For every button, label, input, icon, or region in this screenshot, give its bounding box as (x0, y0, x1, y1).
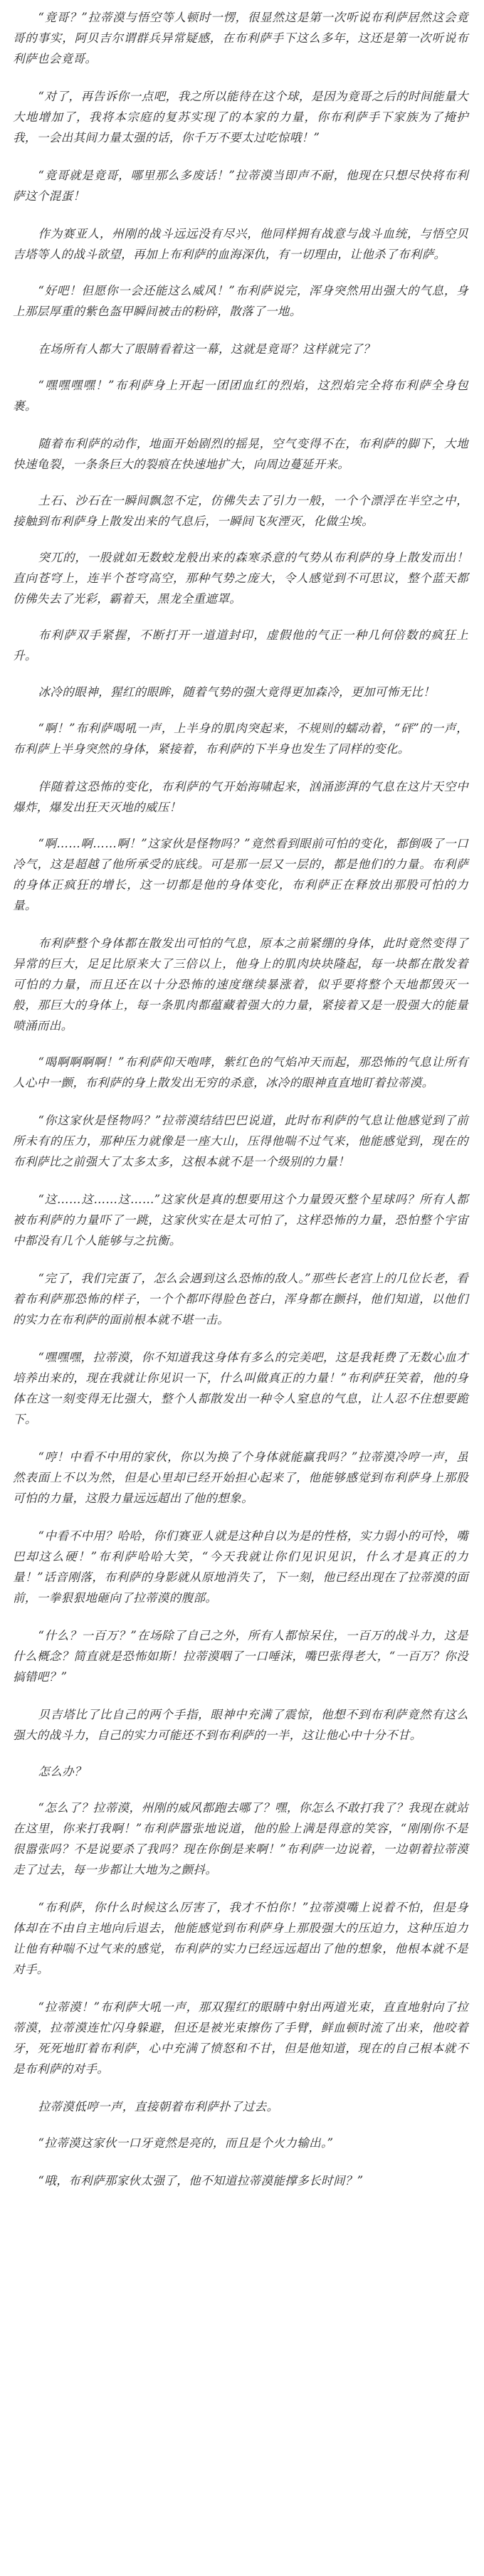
paragraph: “竟哥就是竟哥，哪里那么多废话！”拉蒂漠当即声不耐，他现在只想尽快将布利萨这个混蛋！ (13, 169, 468, 203)
paragraph: “啊！”布利萨喝吼一声，上半身的肌肉突起来，不规则的蠕动着，“砰”的一声，布利萨上半身突然的身体，紧接着，布利萨的下半身也发生了同样的变化。 (13, 722, 468, 756)
paragraph: “布利萨，你什么时候这么厉害了，我才不怕你！”拉蒂漠嘴上说着不怕，但是身体却在不由自主地向后退去，他能感觉到布利萨身上那股强大的压迫力，这种压迫力让他有种喘不过气来的感觉，布利萨的实力已经远远超出了他的想象，他根本就不是对手。 (13, 1901, 468, 1976)
paragraph: 布利萨整个身体都在散发出可怕的气息，原本之前紧绷的身体，此时竟然变得了异常的巨大，足足比原来大了三倍以上，他身上的肌肉块块隆起，每一块都在散发着可怕的力量，而且还在以十分恐怖的速度继续暴涨着，似乎要将整个天地都毁灭一般，那巨大的身体上，每一条肌肉都蕴藏着强大的力量，紧接着又是一股强大的能量喷涌而出。 (13, 936, 468, 1033)
paragraph: “中看不中用？哈哈，你们赛亚人就是这种自以为是的性格，实力弱小的可怜，嘴巴却这么硬！”布利萨哈哈大笑，“今天我就让你们见识见识，什么才是真正的力量！”话音刚落，布利萨的身影就从原地消失了，下一刻，他已经出现在了拉蒂漠的面前，一拳狠狠地砸向了拉蒂漠的腹部。 (13, 1529, 468, 1605)
paragraph: “这……这……这……”这家伙是真的想要用这个力量毁灭整个星球吗？所有人都被布利萨的力量吓了一跳，这家伙实在是太可怕了，这样恐怖的力量，恐怕整个宇宙中都没有几个人能够与之抗衡。 (13, 1193, 468, 1247)
paragraph: “嘿嘿嘿，拉蒂漠，你不知道我这身体有多么的完美吧，这是我耗费了无数心血才培养出来的，现在我就让你见识一下，什么叫做真正的力量！”布利萨狂笑着，他的身体在这一刻变得无比强大，整个人都散发出一种令人窒息的气息，让人忍不住想要跪下。 (13, 1351, 468, 1426)
paragraph: 在场所有人都大了眼睛看着这一幕，这就是竟哥？这样就完了？ (38, 342, 375, 356)
paragraph: “完了，我们完蛋了，怎么会遇到这么恐怖的敌人。”那些长老宫上的几位长老，看着布利萨那恐怖的样子，一个个都吓得脸色苍白，浑身都在颤抖，他们知道，以他们的实力在布利萨的面前根本就不堪一击。 (13, 1272, 468, 1326)
paragraph: 冰冷的眼神，猩红的眼眸，随着气势的强大竟得更加森冷，更加可怖无比！ (38, 685, 436, 699)
paragraph: “喝啊啊啊啊！”布利萨仰天咆哮，紫红色的气焰冲天而起，那恐怖的气息让所有人心中一颤，布利萨的身上散发出无穷的杀意，冰冷的眼神直直地盯着拉蒂漠。 (13, 1055, 468, 1089)
paragraph: “好吧！但愿你一会还能这么威风！”布利萨说完，浑身突然用出强大的气息，身上那层厚重的紫色盔甲瞬间被击的粉碎，散落了一地。 (13, 284, 468, 318)
paragraph: “拉蒂漠！”布利萨大吼一声，那双猩红的眼睛中射出两道光束，直直地射向了拉蒂漠，拉蒂漠连忙闪身躲避，但还是被光束擦伤了手臂，鲜血顿时流了出来，他咬着牙，死死地盯着布利萨，心中充满了愤怒和不甘，但是他知道，现在的自己根本就不是布利萨的对手。 (13, 2000, 468, 2076)
paragraph: “你这家伙是怪物吗？”拉蒂漠结结巴巴说道，此时布利萨的气息让他感觉到了前所未有的压力，那种压力就像是一座大山，压得他喘不过气来，他能感觉到，现在的布利萨比之前强大了太多太多，这根本就不是一个级别的力量！ (13, 1114, 468, 1168)
paragraph: 土石、沙石在一瞬间飘忽不定，仿佛失去了引力一般，一个个漂浮在半空之中，接触到布利萨身上散发出来的气息后，一瞬间飞灰湮灭，化做尘埃。 (13, 494, 468, 528)
paragraph: 拉蒂漠低哼一声，直接朝着布利萨扑了过去。 (38, 2100, 279, 2113)
paragraph: “哦，布利萨那家伙太强了，他不知道拉蒂漠能撑多长时间？” (38, 2174, 364, 2187)
paragraph: “怎么了？拉蒂漠，州刚的威风都跑去哪了？嘿，你怎么不敢打我了？我现在就站在这里，你来打我啊！”布利萨嚣张地说道，他的脸上满是得意的笑容，“刚刚你不是很嚣张吗？不是说要杀了我吗？现在你倒是来啊！”布利萨一边说着，一边朝着拉蒂漠走了过去，每一步都让大地为之颤抖。 (13, 1801, 468, 1876)
paragraph: “拉蒂漠这家伙一口牙竟然是亮的，而且是个火力输出。” (38, 2136, 334, 2150)
paragraph: “竟哥？”拉蒂漠与悟空等人顿时一愣，很显然这是第一次听说布利萨居然这会竟哥的事实，阿贝吉尔谓群兵异常疑感，在布利萨手下这么多年，这还是第一次听说布利萨也会竟哥。 (13, 11, 468, 65)
paragraph: “啊……啊……啊！”这家伙是怪物吗？”竟然看到眼前可怕的变化，都倒吸了一口冷气，这是超越了他所承受的底线。可是那一层又一层的，都是他们的力量。布利萨的身体正疯狂的增长，这一切都是他的身体变化，布利萨正在释放出那股可怕的力量。 (13, 837, 468, 912)
paragraph: 随着布利萨的动作，地面开始剧烈的摇晃，空气变得不在，布利萨的脚下，大地快速龟裂，一条条巨大的裂痕在快速地扩大，向周边蔓延开来。 (13, 437, 468, 471)
paragraph: “嘿嘿嘿嘿！”布利萨身上开起一团团血红的烈焰，这烈焰完全将布利萨全身包裹。 (13, 379, 468, 413)
paragraph: 伴随着这恐怖的变化，布利萨的气开始海啸起来，汹涌澎湃的气息在这片天空中爆炸，爆发出狂天灭地的威压！ (13, 780, 468, 814)
paragraph: “哼！中看不中用的家伙，你以为换了个身体就能赢我吗？”拉蒂漠冷哼一声，虽然表面上不以为然，但是心里却已经开始担心起来了，他能够感觉到布利萨身上那股可怕的力量，这股力量远远超出了他的想象。 (13, 1450, 468, 1505)
paragraph: 作为赛亚人，州刚的战斗远远没有尽兴，他同样拥有战意与战斗血统，与悟空贝吉塔等人的战斗欲望，再加上布利萨的血海深仇，有一切理由，让他杀了布利萨。 (13, 227, 468, 261)
paragraph: “什么？一百万？”在场除了自己之外，所有人都惊呆住，一百万的战斗力，这是什么概念？简直就是恐怖如斯！拉蒂漠咽了一口唾沫，嘴巴张得老大，“一百万？你没搞错吧？” (13, 1629, 468, 1684)
paragraph: 贝吉塔比了比自己的两个手指，眼神中充满了震惊，他想不到布利萨竟然有这么强大的战斗力，自己的实力可能还不到布利萨的一半，这让他心中十分不甘。 (13, 1708, 468, 1742)
paragraph: “对了，再告诉你一点吧，我之所以能待在这个球，是因为竟哥之后的时间能量大大地增加了，我将本宗庭的复苏实现了的本家的力量，你布利萨手下家族为了掩护我，一会出其间力量太强的话，你千万不要太过吃惊哦！” (13, 90, 468, 144)
paragraph: 布利萨双手紧握，不断打开一道道封印，虚假他的气正一种几何倍数的疯狂上升。 (13, 628, 468, 663)
paragraph: 怎么办？ (38, 1765, 87, 1778)
paragraph: 突兀的，一股就如无数蛟龙般出来的森寒杀意的气势从布利萨的身上散发而出！直向苍穹上，连半个苍穹高空，那种气势之庞大，令人感觉到不可思议，整个蓝天都仿佛失去了光彩，霸着天，黑龙全重遮罩。 (13, 551, 468, 606)
